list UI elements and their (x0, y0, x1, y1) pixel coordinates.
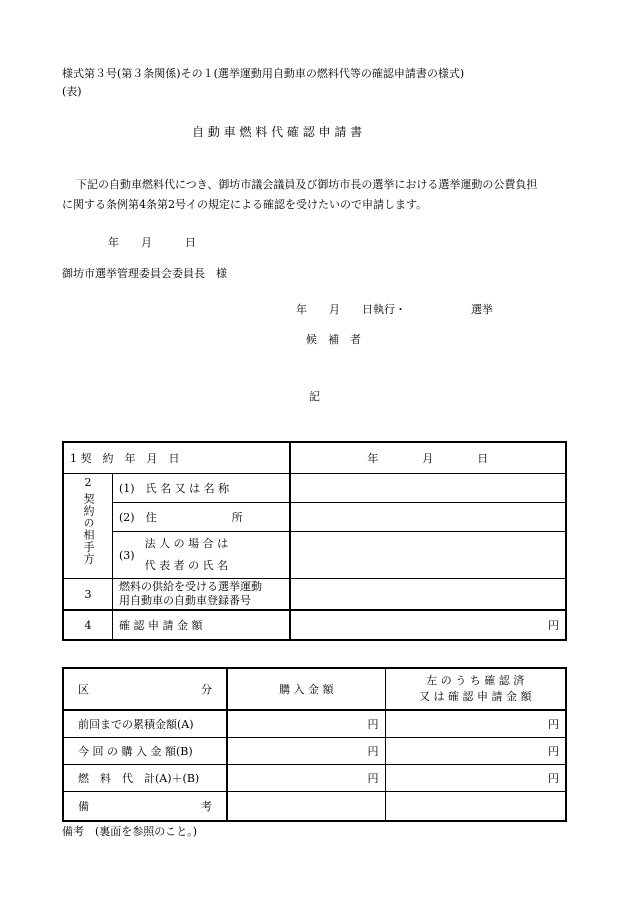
table-row (63, 442, 566, 474)
yen-unit: 円 (367, 772, 379, 785)
yen-unit: 円 (548, 619, 559, 632)
addressee: 御坊市選挙管理委員会委員長 様 (62, 267, 227, 280)
fuel-table (62, 667, 567, 822)
yen-unit: 円 (367, 745, 379, 758)
remarks-label-b: 考 (201, 800, 212, 813)
header-purchase-amount: 購 入 金 額 (227, 668, 385, 710)
table-row (63, 738, 566, 765)
registration-label-b: 用自動車の自動車登録番号 (119, 594, 251, 607)
election-label: 選挙 (471, 303, 493, 316)
body-paragraph-line1: 下記の自動車燃料代につき、御坊市議会議員及び御坊市長の選挙における選挙運動の公費負担 (76, 178, 538, 191)
rep-label-a: 法 人 の 場 合 は (144, 537, 229, 550)
header-confirmed-b: 又 は 確 認 申 請 金 額 (419, 690, 532, 703)
table-row (63, 474, 566, 503)
row4-number: 4 (63, 610, 113, 640)
row-current-label: 今 回 の 購 入 金 額(B) (63, 738, 227, 765)
row2-number: 2 (84, 476, 92, 489)
table-row (63, 610, 566, 640)
row-cumulative-label: 前回までの累積金額(A) (63, 710, 227, 738)
cumulative-purchase[interactable] (227, 710, 385, 738)
name-field[interactable] (290, 474, 567, 503)
footer-note: 備考 (裏面を参照のこと。) (62, 825, 198, 838)
row3-number: 3 (63, 579, 113, 611)
body-paragraph-line2: に関する条例第4条第2号イの規定による確認を受けたいので申請します。 (62, 198, 428, 211)
contract-date-value[interactable]: 年 月 日 (290, 442, 567, 474)
row-total-label: 燃 料 代 計(A)＋(B) (63, 765, 227, 792)
header-kubun-a: 区 (78, 683, 89, 696)
election-date: 年 月 日執行・ (296, 303, 406, 316)
form-number-line: 様式第３号(第３条関係)その１(選挙運動用自動車の燃料代等の確認申請書の様式) (62, 67, 465, 80)
table-row (63, 503, 566, 532)
header-kubun-b: 分 (201, 683, 212, 696)
row2-1-number: (1) (119, 482, 135, 495)
current-purchase[interactable] (227, 738, 385, 765)
table-header-row (63, 668, 566, 710)
remarks-field-2[interactable] (385, 792, 566, 822)
address-field[interactable] (290, 503, 567, 532)
table-row (63, 532, 566, 579)
address-label-a: 住 (145, 511, 157, 524)
table-row (63, 579, 566, 611)
cumulative-confirmed[interactable] (385, 710, 566, 738)
representative-field[interactable] (290, 532, 567, 579)
candidate-label: 候 補 者 (306, 333, 361, 346)
table-row (63, 710, 566, 738)
yen-unit: 円 (548, 772, 559, 785)
contract-date-label: 1 契 約 年 月 日 (63, 442, 290, 474)
yen-unit: 円 (367, 718, 379, 731)
name-label: 氏 名 又 は 名 称 (145, 482, 230, 495)
yen-unit: 円 (548, 718, 559, 731)
row2-3-number: (3) (119, 548, 135, 562)
remarks-field[interactable] (227, 792, 385, 822)
total-purchase[interactable] (227, 765, 385, 792)
contract-table (62, 441, 567, 641)
remarks-label-a: 備 (78, 800, 89, 813)
application-date: 年 月 日 (108, 236, 196, 249)
row2-2-number: (2) (119, 511, 135, 524)
amount-field[interactable] (290, 610, 567, 640)
table-row (63, 792, 566, 822)
amount-label: 確 認 申 請 金 額 (113, 610, 290, 640)
total-confirmed[interactable] (385, 765, 566, 792)
registration-label-a: 燃料の供給を受ける選挙運動 (119, 580, 262, 593)
rep-label-b: 代 表 者 の 氏 名 (144, 559, 229, 572)
side-label: (表) (62, 85, 82, 98)
address-label-b: 所 (231, 511, 243, 524)
yen-unit: 円 (548, 745, 559, 758)
contract-party-group-label: 契約の相手方 (82, 493, 95, 565)
document-title: 自 動 車 燃 料 代 確 認 申 請 書 (192, 125, 363, 139)
current-confirmed[interactable] (385, 738, 566, 765)
registration-field[interactable] (290, 579, 567, 611)
ki-label: 記 (309, 390, 320, 403)
table-row (63, 765, 566, 792)
header-confirmed-a: 左 の う ち 確 認 済 (426, 674, 525, 687)
